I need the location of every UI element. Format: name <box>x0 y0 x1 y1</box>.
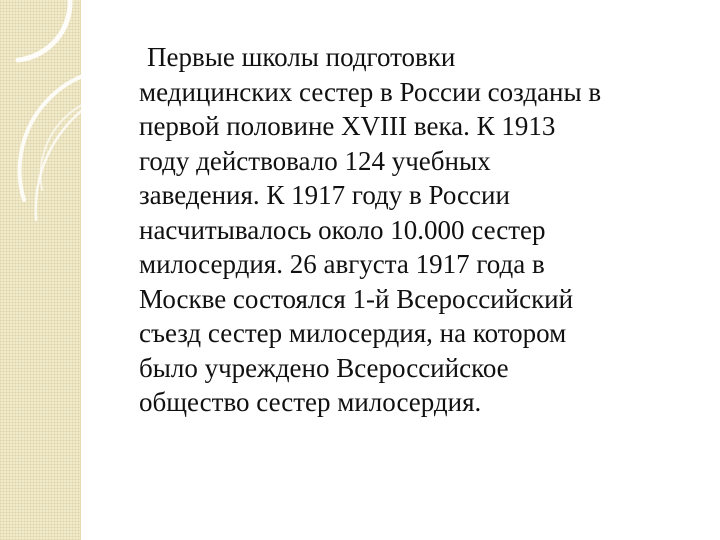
paragraph-line: Москве состоялся 1-й Всероссийский <box>139 283 574 314</box>
paragraph-line: Первые школы подготовки <box>147 42 456 72</box>
paragraph-line: году действовало 124 учебных <box>139 145 491 176</box>
paragraph-line: общество сестер милосердия. <box>139 387 482 417</box>
paragraph-line: медицинских сестер в России созданы в <box>139 76 602 107</box>
paragraph-line: заведения. К 1917 году в России <box>139 180 510 210</box>
paragraph-line: первой половине XVIII века. К 1913 <box>139 111 556 141</box>
paragraph-line: милосердия. 26 августа 1917 года в <box>139 249 545 279</box>
paragraph-line: съезд сестер милосердия, на котором <box>139 318 567 348</box>
paragraph-line: было учреждено Всероссийское <box>139 352 509 383</box>
paragraph-line: насчитывалось около 10.000 сестер <box>139 214 546 245</box>
paragraph-text <box>139 40 679 420</box>
